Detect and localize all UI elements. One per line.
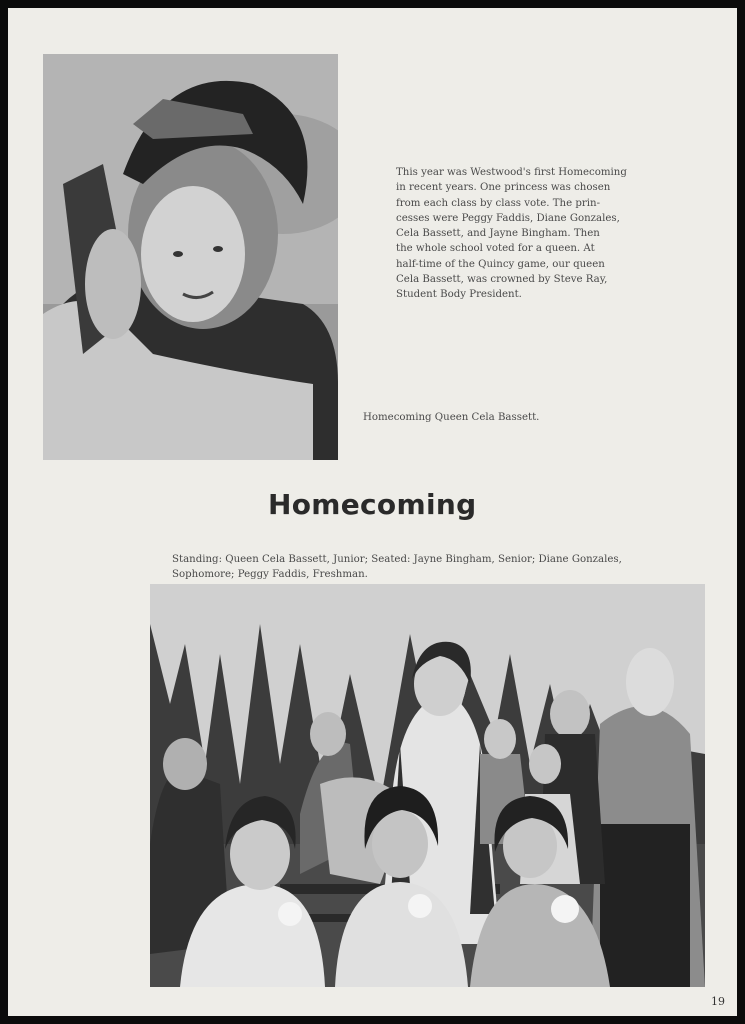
homecoming-intro-text <box>396 165 666 303</box>
intro-line: the whole school voted for a queen. At <box>396 243 595 255</box>
intro-line: Cela Bassett, and Jayne Bingham. Then <box>396 228 600 240</box>
intro-line: half-time of the Quincy game, our queen <box>396 258 605 270</box>
group-photo-caption <box>172 553 712 582</box>
intro-line: cesses were Peggy Faddis, Diane Gonzales, <box>396 212 620 224</box>
page-number: 19 <box>711 995 725 1008</box>
caption-line: Sophomore; Peggy Faddis, Freshman. <box>172 568 368 580</box>
intro-line: Student Body President. <box>396 289 522 301</box>
homecoming-queen-photo <box>43 54 338 460</box>
yearbook-page <box>8 8 737 1016</box>
intro-line: This year was Westwood's first Homecoming <box>396 167 627 178</box>
intro-line: in recent years. One princess was chosen <box>396 182 611 194</box>
intro-line: Cela Bassett, was crowned by Steve Ray, <box>396 274 608 286</box>
page-title: Homecoming <box>268 488 477 521</box>
homecoming-court-photo <box>150 584 705 987</box>
intro-line: from each class by class vote. The prin- <box>396 197 601 209</box>
caption-line: Standing: Queen Cela Bassett, Junior; Seated: Jayne Bingham, Senior; Diane Gonzales, <box>172 554 622 565</box>
queen-photo-caption: Homecoming Queen Cela Bassett. <box>363 412 540 423</box>
